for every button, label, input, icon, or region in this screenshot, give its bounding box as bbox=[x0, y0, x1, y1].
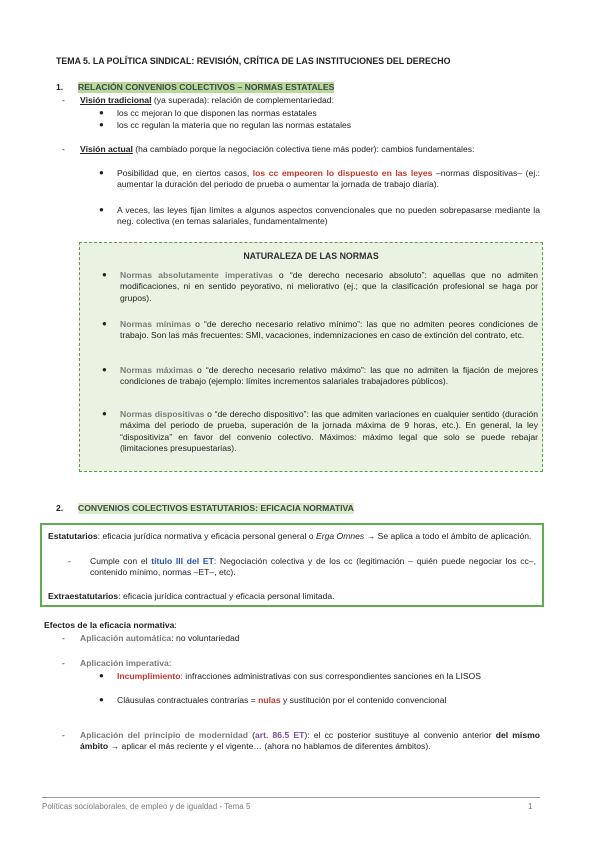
text-run: : eficacia jurídica contractual y eficacia personal limitada. bbox=[118, 591, 335, 601]
section-1-number: 1. bbox=[56, 82, 64, 92]
mismo-ambito-text: del mismo ámbito bbox=[80, 730, 540, 752]
bullet-dot: ● bbox=[99, 695, 104, 704]
aplic-imp-label: Aplicación imperativa bbox=[80, 658, 169, 668]
vision-actual bbox=[80, 144, 540, 155]
bullet-dot: ● bbox=[99, 205, 104, 214]
estatutarios-box bbox=[40, 523, 544, 607]
text-run: : no voluntariedad bbox=[171, 633, 240, 643]
norma-text: o “de derecho necesario relativo máximo”: las que no admiten la fijación de mejores condiciones de trabajo (ejemplo: límites incrementos salariales trabajadores públicos). bbox=[120, 365, 538, 387]
text-run: y sustitución por el contenido convencional bbox=[280, 695, 447, 705]
extraestatutarios-label: Extraestatutarios bbox=[48, 591, 119, 601]
list-item: los cc mejoran lo que disponen las normas estatales bbox=[117, 108, 317, 118]
vision-tradicional bbox=[80, 95, 540, 106]
art-86-link[interactable]: art. 86.5 ET bbox=[255, 730, 305, 740]
bullet-dot: ● bbox=[102, 319, 107, 328]
estatutarios-label: Estatutarios bbox=[48, 531, 98, 541]
aplic-auto-label: Aplicación automática bbox=[80, 633, 172, 643]
bullet-dot: ● bbox=[102, 270, 107, 279]
text-run: ): el cc posterior sustituye al convenio anterior bbox=[304, 730, 496, 740]
efectos-heading bbox=[44, 620, 177, 631]
text-run: : bbox=[174, 620, 177, 630]
vision-tradicional-text: (ya superada): relación de complementariedad: bbox=[151, 95, 334, 105]
list-item bbox=[117, 671, 540, 682]
norma-text: o “de derecho necesario relativo mínimo”: las que no admiten peores condiciones de trabajo. Son las más frecuentes: SMI, vacaciones, indemnizaciones en caso de extinción del contrato, etc. bbox=[120, 319, 538, 341]
bullet-dot: ● bbox=[99, 108, 104, 117]
extraestatutarios-text bbox=[48, 591, 536, 602]
dash-bullet: - bbox=[68, 556, 71, 566]
norma-text: o “de derecho necesario absoluto”: aquellas que no admiten modificaciones, ni en sentido peyorativo, ni meliorativo (ej.; que la clasificación profesional se haga por grupos). bbox=[120, 270, 538, 303]
norma-text: o “de derecho dispositivo”: las que admiten variaciones en cualquier sentido (duración máxima del periodo de prueba, superación de la jornada máxima de 9 horas, etc.). En general, la ley “dispositiviza” en favor del convenio colectivo. Máximos: máximo legal que solo se puede rebajar (limitaciones presupuestarias). bbox=[120, 409, 538, 454]
bullet-dot: ● bbox=[102, 365, 107, 374]
naturaleza-box bbox=[79, 242, 543, 472]
text-run: : infracciones administrativas con sus correspondientes sanciones en la LISOS bbox=[180, 671, 481, 681]
list-item: A veces, las leyes fijan límites a algunos aspectos convencionales que no pueden sobrepasarse mediante la neg. colectiva (en temas salariales, fundamentalmente) bbox=[117, 205, 540, 227]
efectos-heading-label: Efectos de la eficacia normativa bbox=[44, 620, 175, 630]
list-item bbox=[117, 168, 540, 191]
aplicacion-automatica bbox=[80, 633, 240, 644]
erga-omnes: Erga Omnes bbox=[315, 531, 365, 541]
vision-tradicional-label: Visión tradicional bbox=[80, 95, 152, 105]
incumplimiento-label: Incumplimiento bbox=[117, 671, 181, 681]
dash-bullet: - bbox=[62, 658, 65, 668]
dash-bullet: - bbox=[62, 144, 65, 154]
norma-label: Normas absolutamente imperativas bbox=[120, 270, 273, 280]
bullet-dot: ● bbox=[99, 671, 104, 680]
dash-bullet: - bbox=[62, 95, 65, 105]
section-1-heading: RELACIÓN CONVENIOS COLECTIVOS – NORMAS ESTATALES bbox=[78, 82, 335, 92]
dash-bullet: - bbox=[62, 633, 65, 643]
text-run: Cumple con el bbox=[90, 556, 152, 566]
norma-label: Normas máximas bbox=[120, 365, 193, 375]
section-2-number: 2. bbox=[56, 503, 64, 513]
page-number: 1 bbox=[528, 802, 533, 811]
list-item bbox=[117, 695, 540, 706]
modernidad-label: Aplicación del principio de modernidad bbox=[80, 730, 248, 740]
bullet-dot: ● bbox=[99, 168, 104, 177]
norma-label: Normas dispositivas bbox=[120, 409, 205, 419]
highlight-red-text: los cc empeoren lo dispuesto en las leyes bbox=[252, 168, 433, 178]
text-run: → aplicar el más reciente y el vigente… (ahora no hablamos de diferentes ámbitos). bbox=[108, 741, 431, 752]
text-run: : Negociación colectiva y de los cc (legitimación – quién puede negociar los cc–, contenido mínimo, normas –ET–, etc). bbox=[90, 556, 536, 578]
text-run: Posibilidad que, en ciertos casos, bbox=[117, 168, 253, 178]
bullet-dot: ● bbox=[99, 120, 104, 129]
text-run: –normas dispositivas– (ej.: aumentar la duración del periodo de prueba o aumentar la jornada de trabajo diaria). bbox=[117, 168, 541, 190]
naturaleza-item bbox=[120, 409, 538, 455]
text-run: : eficacia jurídica normativa y eficacia personal general o bbox=[97, 531, 316, 541]
naturaleza-title: NATURALEZA DE LAS NORMAS bbox=[243, 251, 379, 261]
norma-label: Normas mínimas bbox=[120, 319, 191, 329]
naturaleza-item bbox=[120, 365, 538, 388]
page-title: TEMA 5. LA POLÍTICA SINDICAL: REVISIÓN, CRÍTICA DE LAS INSTITUCIONES DEL DERECHO bbox=[56, 56, 451, 66]
naturaleza-item bbox=[120, 319, 538, 342]
list-item: los cc regulan la materia que no regulan las normas estatales bbox=[117, 120, 352, 130]
vision-actual-text: (ha cambiado porque la negociación colectiva tiene más poder): cambios fundamentales: bbox=[132, 144, 475, 154]
vision-actual-label: Visión actual bbox=[80, 144, 133, 154]
text-run: → Se aplica a todo el ámbito de aplicación. bbox=[364, 531, 532, 541]
footer-divider bbox=[42, 797, 540, 798]
estatutarios-text bbox=[48, 531, 536, 542]
text-run: Cláusulas contractuales contrarias = bbox=[117, 695, 259, 705]
footer-text: Políticas sociolaborales, de empleo y de igualdad - Tema 5 bbox=[42, 802, 251, 811]
aplicacion-imperativa bbox=[80, 658, 171, 669]
section-2-heading: CONVENIOS COLECTIVOS ESTATUTARIOS: EFICACIA NORMATIVA bbox=[78, 503, 354, 513]
cumple-text bbox=[90, 556, 536, 579]
text-run: ( bbox=[247, 730, 255, 740]
principio-modernidad bbox=[80, 730, 540, 753]
dash-bullet: - bbox=[62, 730, 65, 740]
naturaleza-item bbox=[120, 270, 538, 304]
nulas-text: nulas bbox=[258, 695, 281, 705]
bullet-dot: ● bbox=[102, 409, 107, 418]
text-run: : bbox=[168, 658, 172, 668]
titulo-iii-link[interactable]: título III del ET bbox=[151, 556, 214, 566]
